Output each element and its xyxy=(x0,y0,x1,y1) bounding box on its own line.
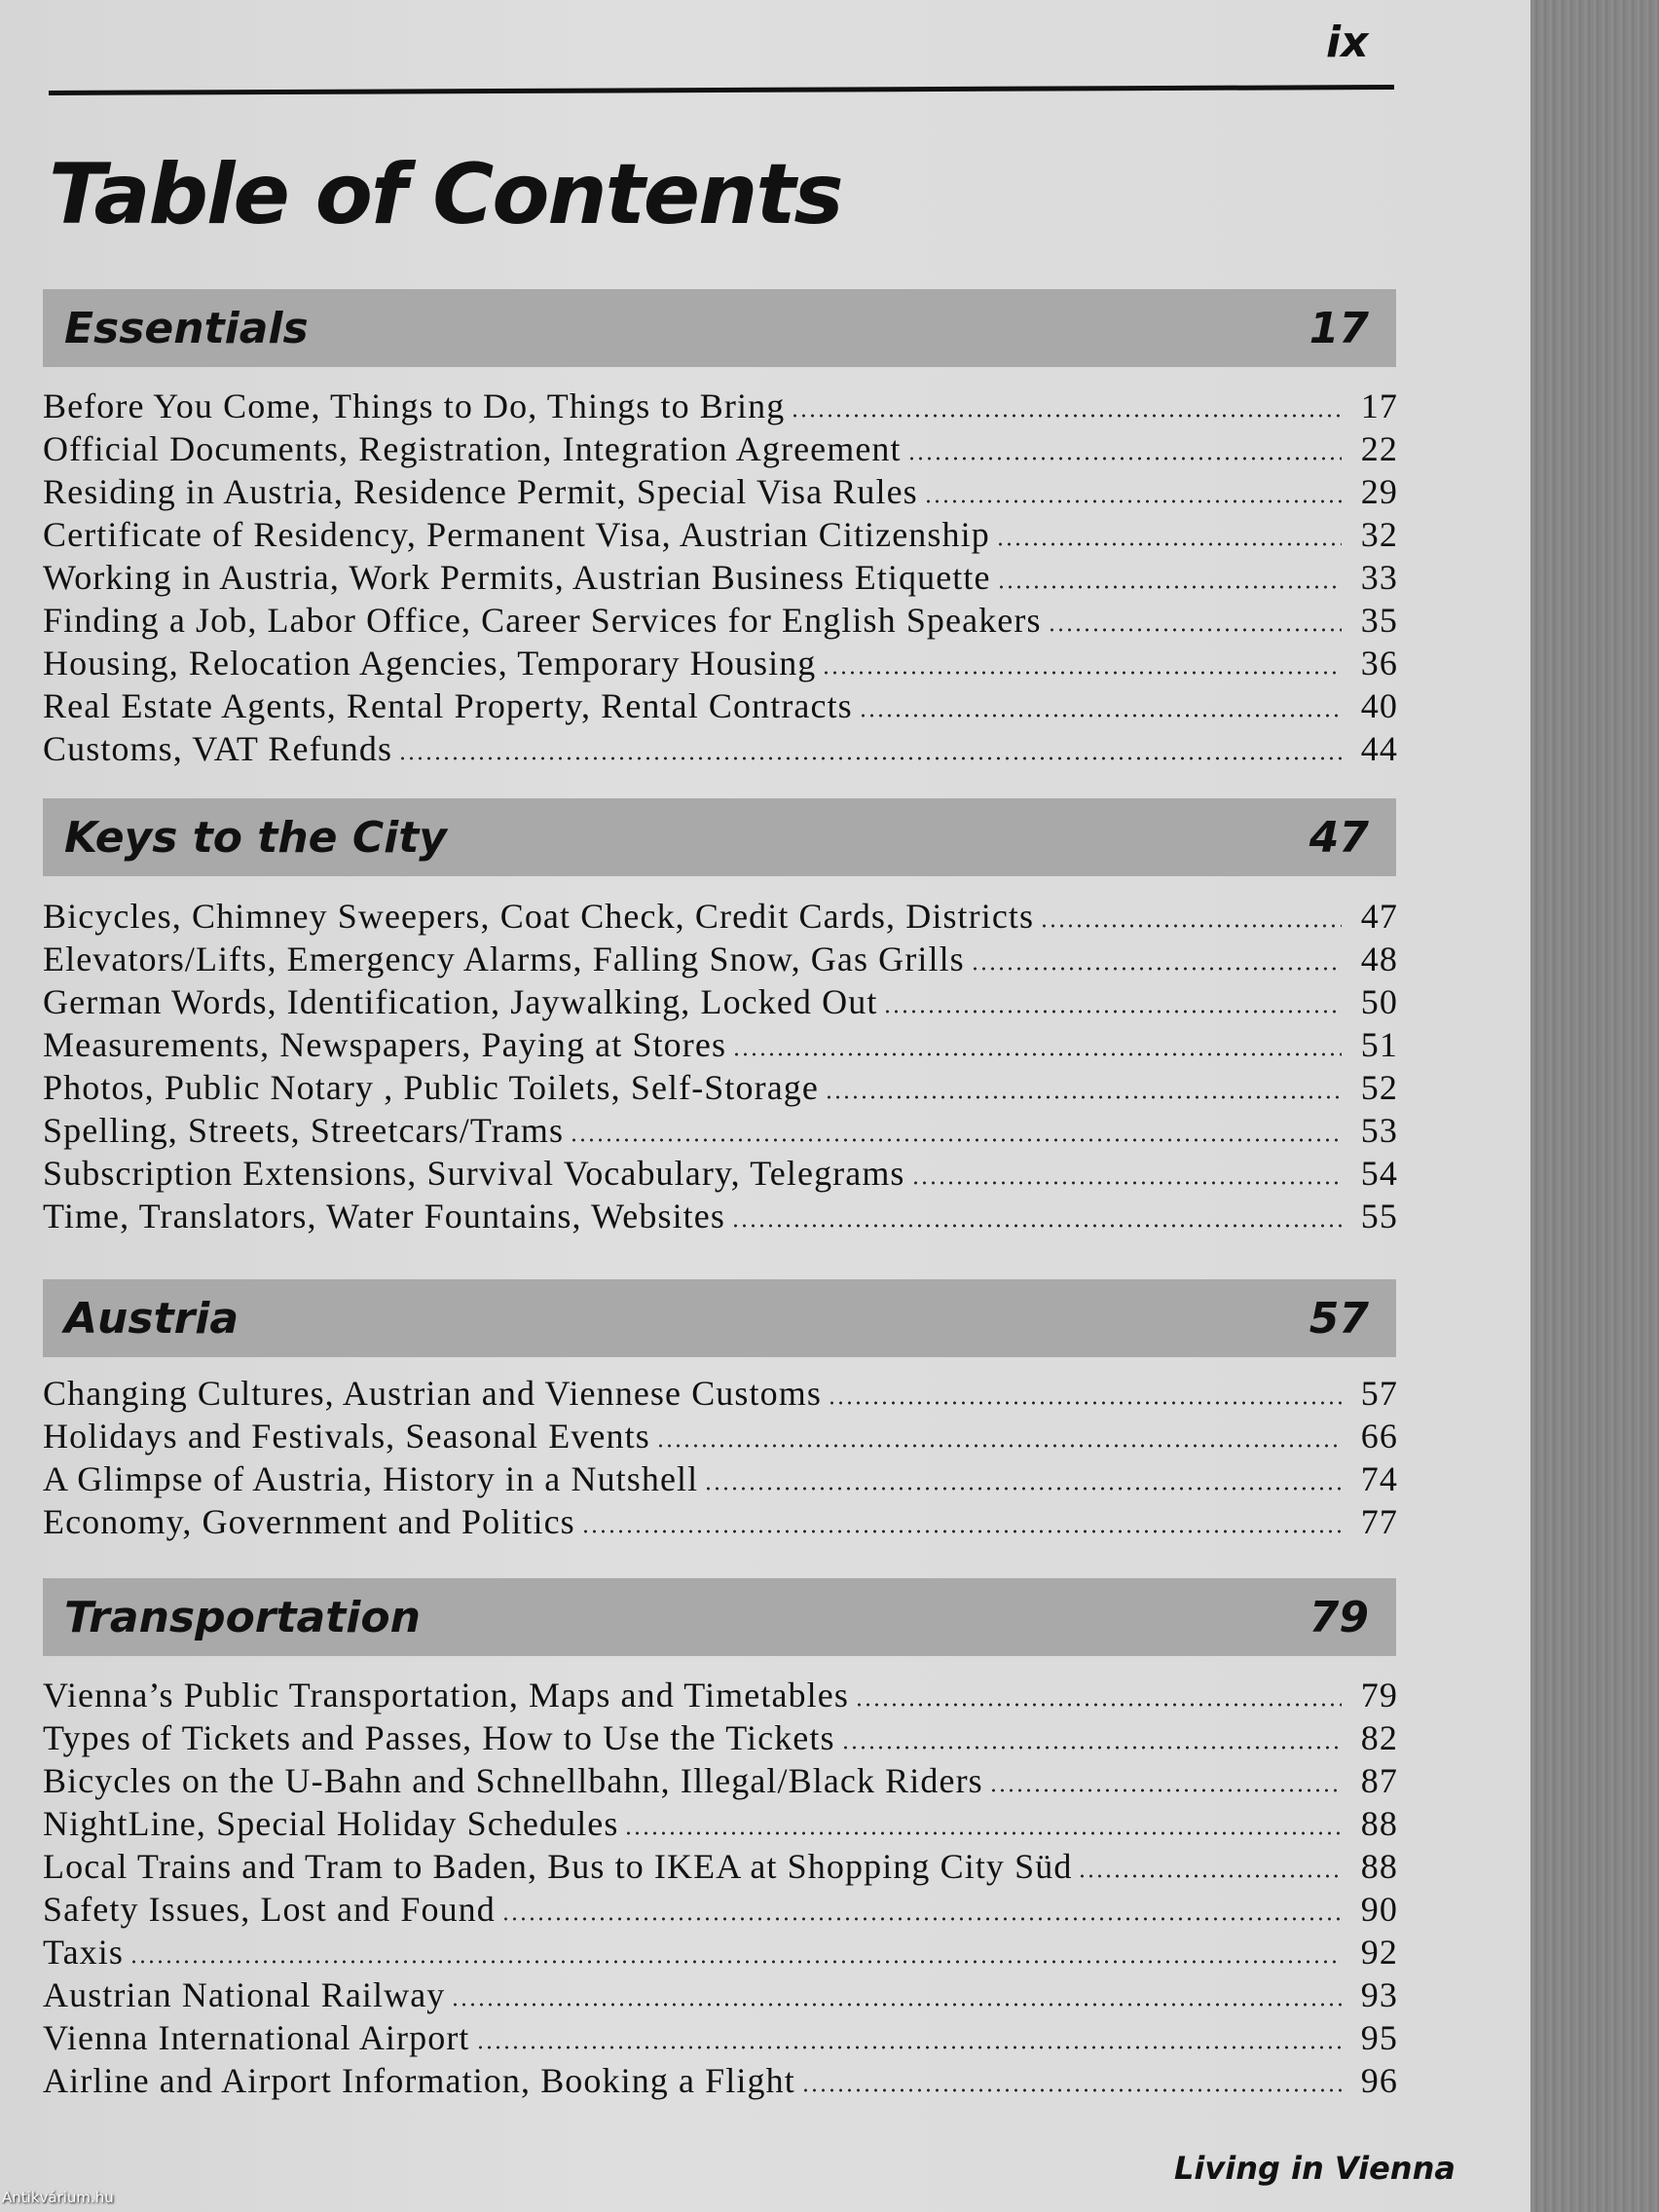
entry-page: 93 xyxy=(1360,1975,1398,2014)
toc-entry xyxy=(43,1416,1398,1458)
entry-page: 92 xyxy=(1360,1933,1398,1972)
dot-leader xyxy=(1040,924,1342,928)
entry-title: Photos, Public Notary , Public Toilets, Self-Storage xyxy=(43,1068,819,1107)
dot-leader xyxy=(570,1138,1342,1142)
toc-entry xyxy=(43,728,1398,771)
entry-title: Certificate of Residency, Permanent Visa, Austrian Citizenship xyxy=(43,515,990,554)
entry-title: Subscription Extensions, Survival Vocabulary, Telegrams xyxy=(43,1154,905,1193)
section-entries xyxy=(43,896,1398,1238)
dot-leader xyxy=(911,1181,1342,1185)
entry-title: NightLine, Special Holiday Schedules xyxy=(43,1804,619,1843)
dot-leader xyxy=(828,1401,1342,1405)
toc-entry xyxy=(43,1067,1398,1110)
dot-leader xyxy=(731,1224,1342,1228)
entry-page: 54 xyxy=(1360,1154,1398,1193)
section-entries xyxy=(43,386,1398,771)
entry-page: 66 xyxy=(1360,1417,1398,1456)
page-title: Table of Contents xyxy=(49,146,842,243)
entry-title: Real Estate Agents, Rental Property, Rental Contracts xyxy=(43,686,853,725)
toc-entry xyxy=(43,386,1398,428)
entry-page: 90 xyxy=(1360,1890,1398,1929)
toc-entry xyxy=(43,1110,1398,1153)
dot-leader xyxy=(971,967,1342,971)
dot-leader xyxy=(855,1703,1342,1707)
dot-leader xyxy=(581,1530,1342,1533)
dot-leader xyxy=(989,1788,1342,1792)
section-entries xyxy=(43,1675,1398,2103)
entry-page: 17 xyxy=(1360,387,1398,425)
toc-entry xyxy=(43,1501,1398,1544)
toc-entry xyxy=(43,428,1398,471)
toc-entry xyxy=(43,685,1398,728)
entry-title: Taxis xyxy=(43,1933,124,1972)
entry-title: Residing in Austria, Residence Permit, Special Visa Rules xyxy=(43,472,918,511)
entry-page: 40 xyxy=(1360,686,1398,725)
entry-page: 53 xyxy=(1360,1111,1398,1150)
section-title: Transportation xyxy=(64,1592,421,1642)
entry-page: 22 xyxy=(1360,429,1398,468)
toc-entry xyxy=(43,1889,1398,1932)
watermark: Antikvárium.hu xyxy=(2,2189,114,2206)
entry-title: Measurements, Newspapers, Paying at Stores xyxy=(43,1025,727,1064)
entry-page: 47 xyxy=(1360,897,1398,936)
toc-entry xyxy=(43,896,1398,939)
section-title: Keys to the City xyxy=(64,812,447,863)
dot-leader xyxy=(825,1095,1342,1099)
entry-title: Changing Cultures, Austrian and Viennese Customs xyxy=(43,1374,822,1413)
entry-page: 51 xyxy=(1360,1025,1398,1064)
page-number: ix xyxy=(1326,18,1369,67)
entry-page: 44 xyxy=(1360,729,1398,768)
dot-leader xyxy=(997,585,1342,589)
dot-leader xyxy=(822,671,1342,675)
entry-page: 95 xyxy=(1360,2018,1398,2057)
entry-title: Time, Translators, Water Fountains, Websites xyxy=(43,1197,725,1235)
entry-page: 32 xyxy=(1360,515,1398,554)
entry-title: Before You Come, Things to Do, Things to Bring xyxy=(43,387,786,425)
entry-page: 88 xyxy=(1360,1847,1398,1886)
section-header xyxy=(43,289,1396,367)
toc-entry xyxy=(43,600,1398,643)
entry-page: 88 xyxy=(1360,1804,1398,1843)
entry-page: 79 xyxy=(1360,1676,1398,1714)
entry-title: Vienna International Airport xyxy=(43,2018,470,2057)
dot-leader xyxy=(451,2003,1342,2007)
toc-entry xyxy=(43,1373,1398,1416)
dot-leader xyxy=(791,414,1342,418)
dot-leader xyxy=(1078,1874,1342,1878)
entry-title: Austrian National Railway xyxy=(43,1975,446,2014)
dot-leader xyxy=(883,1010,1342,1014)
section-page: 57 xyxy=(1309,1293,1369,1344)
entry-title: Housing, Relocation Agencies, Temporary Housing xyxy=(43,644,817,682)
entry-page: 36 xyxy=(1360,644,1398,682)
dot-leader xyxy=(398,756,1342,760)
entry-title: Types of Tickets and Passes, How to Use the Tickets xyxy=(43,1718,835,1757)
entry-page: 57 xyxy=(1360,1374,1398,1413)
dot-leader xyxy=(841,1746,1342,1750)
entry-page: 50 xyxy=(1360,982,1398,1021)
entry-page: 52 xyxy=(1360,1068,1398,1107)
section-title: Austria xyxy=(64,1293,240,1344)
dot-leader xyxy=(476,2046,1342,2049)
toc-entry xyxy=(43,1974,1398,2017)
toc-entry xyxy=(43,1932,1398,1974)
entry-title: Spelling, Streets, Streetcars/Trams xyxy=(43,1111,565,1150)
dot-leader xyxy=(924,499,1342,503)
entry-title: German Words, Identification, Jaywalking, Locked Out xyxy=(43,982,878,1021)
toc-entry xyxy=(43,1760,1398,1803)
entry-title: A Glimpse of Austria, History in a Nutshell xyxy=(43,1459,699,1498)
toc-entry xyxy=(43,1846,1398,1889)
toc-entry xyxy=(43,1458,1398,1501)
entry-page: 29 xyxy=(1360,472,1398,511)
entry-page: 33 xyxy=(1360,558,1398,597)
entry-title: Elevators/Lifts, Emergency Alarms, Falling Snow, Gas Grills xyxy=(43,940,965,978)
entry-title: Bicycles on the U-Bahn and Schnellbahn, Illegal/Black Riders xyxy=(43,1761,983,1800)
entry-title: Bicycles, Chimney Sweepers, Coat Check, Credit Cards, Districts xyxy=(43,897,1035,936)
toc-entry xyxy=(43,1153,1398,1196)
dot-leader xyxy=(732,1052,1342,1056)
section-header xyxy=(43,1279,1396,1357)
section-entries xyxy=(43,1373,1398,1544)
toc-entry xyxy=(43,1024,1398,1067)
toc-entry xyxy=(43,514,1398,557)
footer-book-title: Living in Vienna xyxy=(1174,2150,1456,2187)
entry-page: 48 xyxy=(1360,940,1398,978)
section-title: Essentials xyxy=(64,303,309,353)
toc-entry xyxy=(43,1196,1398,1238)
section-header xyxy=(43,1578,1396,1656)
entry-title: Holidays and Festivals, Seasonal Events xyxy=(43,1417,650,1456)
dot-leader xyxy=(624,1831,1342,1835)
entry-title: Finding a Job, Labor Office, Career Services for English Speakers xyxy=(43,601,1042,640)
entry-page: 35 xyxy=(1360,601,1398,640)
entry-title: Working in Austria, Work Permits, Austrian Business Etiquette xyxy=(43,558,991,597)
entry-page: 82 xyxy=(1360,1718,1398,1757)
toc-entry xyxy=(43,1675,1398,1717)
entry-page: 87 xyxy=(1360,1761,1398,1800)
section-page: 47 xyxy=(1309,812,1369,863)
entry-title: Customs, VAT Refunds xyxy=(43,729,393,768)
dot-leader xyxy=(801,2088,1342,2092)
toc-entry xyxy=(43,981,1398,1024)
toc-entry xyxy=(43,1717,1398,1760)
section-page: 79 xyxy=(1309,1592,1369,1642)
dot-leader xyxy=(907,457,1342,461)
page-edge xyxy=(1530,0,1659,2212)
dot-leader xyxy=(501,1917,1342,1921)
entry-page: 96 xyxy=(1360,2061,1398,2100)
dot-leader xyxy=(704,1487,1342,1491)
dot-leader xyxy=(859,714,1342,718)
entry-title: Safety Issues, Lost and Found xyxy=(43,1890,496,1929)
dot-leader xyxy=(656,1444,1342,1448)
entry-page: 74 xyxy=(1360,1459,1398,1498)
entry-title: Vienna’s Public Transportation, Maps and Timetables xyxy=(43,1676,849,1714)
toc-entry xyxy=(43,2017,1398,2060)
section-header xyxy=(43,798,1396,876)
toc-entry xyxy=(43,2060,1398,2103)
dot-leader xyxy=(129,1960,1342,1964)
toc-entry xyxy=(43,1803,1398,1846)
dot-leader xyxy=(996,542,1342,546)
entry-title: Local Trains and Tram to Baden, Bus to IKEA at Shopping City Süd xyxy=(43,1847,1073,1886)
toc-entry xyxy=(43,471,1398,514)
toc-entry xyxy=(43,939,1398,981)
entry-page: 55 xyxy=(1360,1197,1398,1235)
toc-entry xyxy=(43,643,1398,685)
entry-title: Official Documents, Registration, Integration Agreement xyxy=(43,429,902,468)
entry-title: Economy, Government and Politics xyxy=(43,1502,575,1541)
entry-page: 77 xyxy=(1360,1502,1398,1541)
dot-leader xyxy=(1048,628,1342,632)
toc-entry xyxy=(43,557,1398,600)
entry-title: Airline and Airport Information, Booking a Flight xyxy=(43,2061,795,2100)
section-page: 17 xyxy=(1309,303,1369,353)
